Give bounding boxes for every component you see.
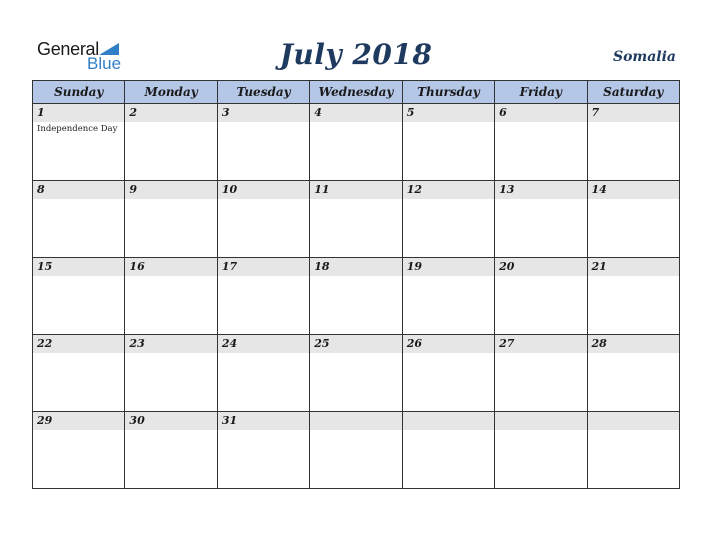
day-number: 12 [403,181,494,199]
day-number: 11 [310,181,401,199]
day-number: 10 [218,181,309,199]
day-cell[interactable] [402,181,494,258]
day-cell[interactable] [310,104,402,181]
weekday-wednesday: Wednesday [310,81,402,104]
day-number: 29 [33,412,124,430]
day-cell[interactable] [217,258,309,335]
day-number [588,412,679,430]
day-number: 18 [310,258,401,276]
day-cell[interactable] [33,412,125,489]
day-number: 6 [495,104,586,122]
day-number: 31 [218,412,309,430]
day-cell[interactable] [33,181,125,258]
day-number: 22 [33,335,124,353]
weekday-monday: Monday [125,81,217,104]
day-number: 2 [125,104,216,122]
weekday-sunday: Sunday [33,81,125,104]
day-number: 15 [33,258,124,276]
logo-text-general: General [37,39,99,59]
day-cell[interactable] [495,181,587,258]
day-cell[interactable] [402,258,494,335]
day-cell[interactable] [587,181,679,258]
day-cell[interactable] [495,258,587,335]
day-cell[interactable] [217,181,309,258]
day-number: 28 [588,335,679,353]
week-row [33,258,680,335]
day-number: 5 [403,104,494,122]
day-cell[interactable] [217,335,309,412]
week-row [33,412,680,489]
week-row [33,181,680,258]
day-number: 21 [588,258,679,276]
day-cell[interactable] [310,258,402,335]
weekday-friday: Friday [495,81,587,104]
day-cell[interactable] [310,181,402,258]
day-number: 25 [310,335,401,353]
day-number: 20 [495,258,586,276]
day-cell[interactable] [587,412,679,489]
day-number: 30 [125,412,216,430]
day-number: 27 [495,335,586,353]
day-number: 14 [588,181,679,199]
day-number: 4 [310,104,401,122]
week-row [33,335,680,412]
holiday-label: Independence Day [37,124,118,134]
day-number: 13 [495,181,586,199]
day-cell[interactable] [125,181,217,258]
week-row [33,104,680,181]
day-cell[interactable] [217,104,309,181]
day-number: 17 [218,258,309,276]
day-cell[interactable] [33,104,125,181]
country-label: Somalia [612,49,676,65]
day-number: 19 [403,258,494,276]
logo-text-blue: Blue [87,54,122,73]
day-number [403,412,494,430]
day-number: 1 [33,104,124,122]
day-cell[interactable] [587,335,679,412]
day-number [310,412,401,430]
day-number: 16 [125,258,216,276]
weekday-header-row [33,81,680,104]
day-number: 9 [125,181,216,199]
day-cell[interactable] [125,258,217,335]
day-cell[interactable] [125,104,217,181]
day-cell[interactable] [402,104,494,181]
weekday-tuesday: Tuesday [217,81,309,104]
calendar-grid [32,80,680,489]
day-cell[interactable] [125,412,217,489]
weekday-saturday: Saturday [587,81,679,104]
day-cell[interactable] [495,412,587,489]
day-cell[interactable] [33,258,125,335]
day-cell[interactable] [402,412,494,489]
day-cell[interactable] [587,104,679,181]
day-cell[interactable] [587,258,679,335]
day-number [495,412,586,430]
calendar-title: July 2018 [279,38,433,71]
day-number: 23 [125,335,216,353]
weekday-thursday: Thursday [402,81,494,104]
day-number: 26 [403,335,494,353]
day-number: 24 [218,335,309,353]
day-cell[interactable] [495,104,587,181]
day-cell[interactable] [402,335,494,412]
day-cell[interactable] [310,335,402,412]
day-cell[interactable] [125,335,217,412]
day-cell[interactable] [310,412,402,489]
day-cell[interactable] [33,335,125,412]
day-cell[interactable] [217,412,309,489]
day-number: 8 [33,181,124,199]
day-cell[interactable] [495,335,587,412]
day-number: 7 [588,104,679,122]
day-number: 3 [218,104,309,122]
